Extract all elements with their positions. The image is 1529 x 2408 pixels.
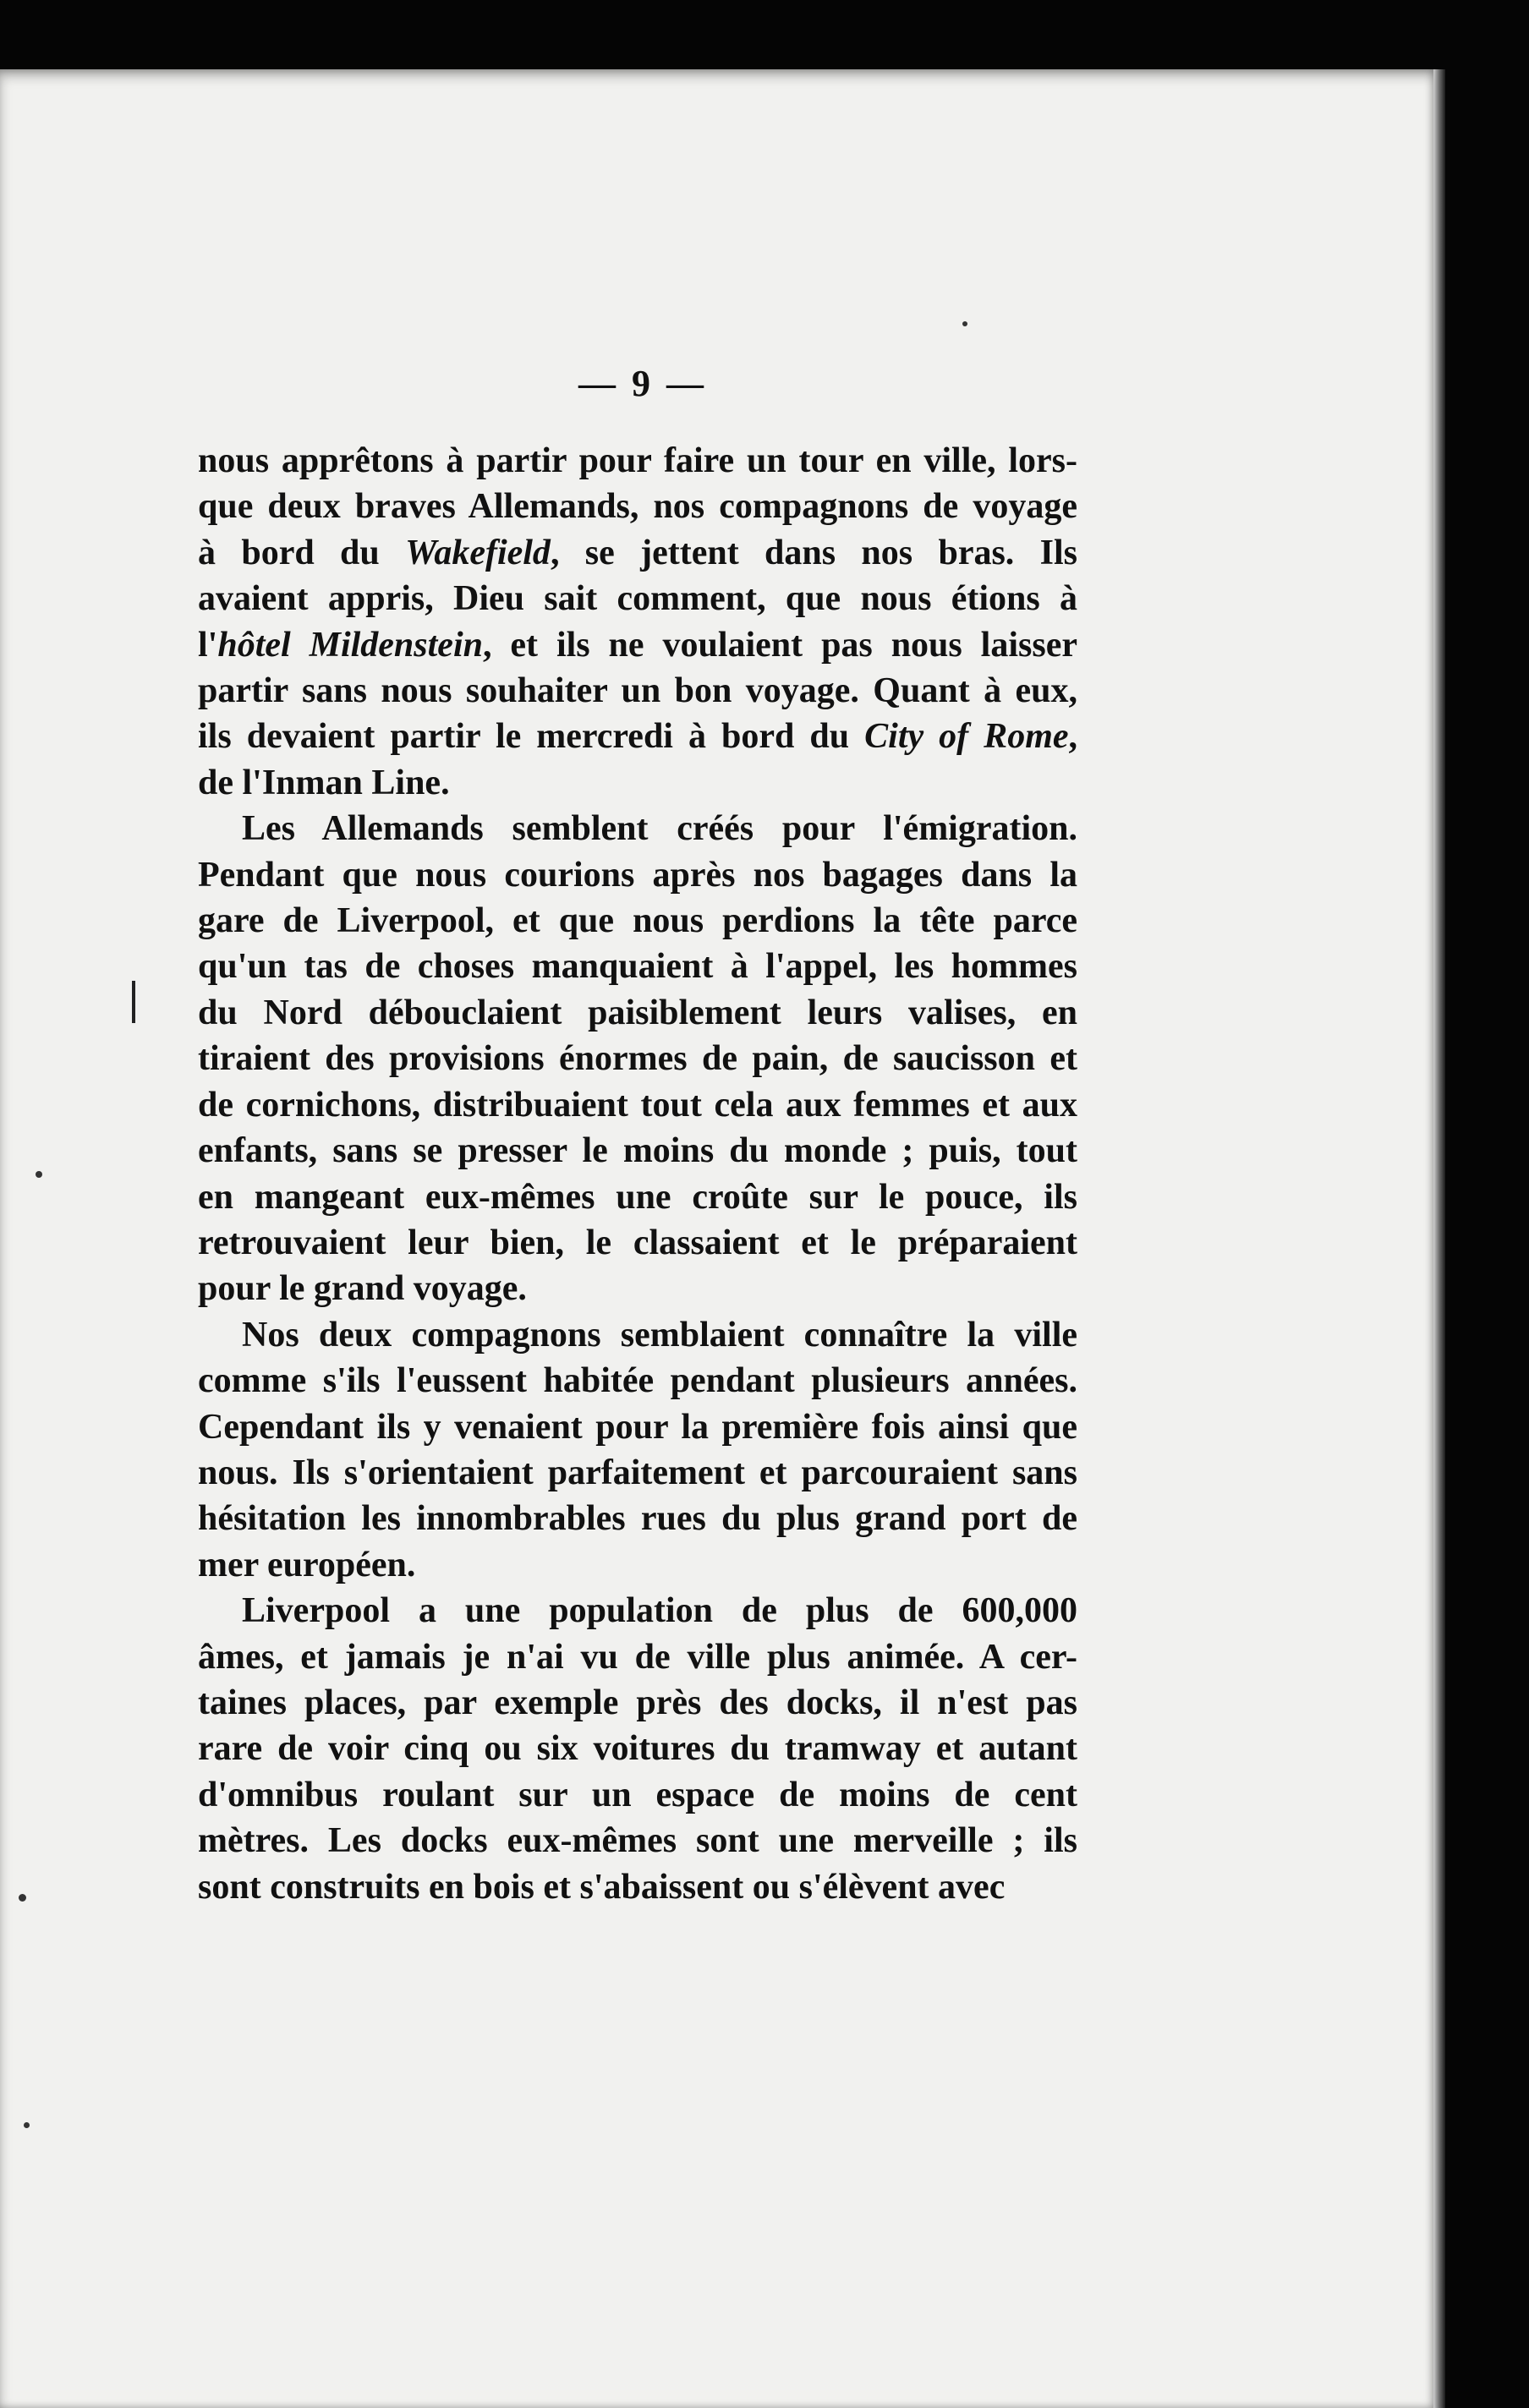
text-line: mètres. Les docks eux-mêmes sont une merveille ; ils xyxy=(198,1821,1077,1861)
text-line: pour le grand voyage. xyxy=(198,1269,527,1309)
paragraph xyxy=(198,438,1077,806)
paragraph xyxy=(198,1588,1077,1910)
text-line: Cependant ils y venaient pour la première fois ainsi que xyxy=(198,1407,1077,1447)
text-line: retrouvaient leur bien, le classaient et le préparaient xyxy=(198,1223,1077,1262)
text-line: de l'Inman Line. xyxy=(198,763,450,802)
text-line: nous apprêtons à partir pour faire un tour en ville, lors- xyxy=(198,441,1077,480)
paragraph xyxy=(198,1312,1077,1588)
text-line: rare de voir cinq ou six voitures du tramway et autant xyxy=(198,1729,1077,1769)
text-line: mer européen. xyxy=(198,1545,416,1584)
body-text xyxy=(198,438,1077,1910)
text-line: taines places, par exemple près des docks, il n'est pas xyxy=(198,1683,1077,1722)
text-line: comme s'ils l'eussent habitée pendant plusieurs années. xyxy=(198,1361,1077,1401)
text-line: d'omnibus roulant sur un espace de moins de cent xyxy=(198,1775,1077,1814)
page-number: — 9 — xyxy=(578,363,707,404)
text-line: gare de Liverpool, et que nous perdions la tête parce xyxy=(198,901,1077,941)
text-line: l'hôtel Mildenstein, et ils ne voulaient pas nous laisser xyxy=(198,625,1077,665)
paragraph xyxy=(198,806,1077,1311)
text-line: partir sans nous souhaiter un bon voyage. Quant à eux, xyxy=(198,671,1077,711)
text-line: Pendant que nous courions après nos bagages dans la xyxy=(198,855,1077,895)
text-line: sont construits en bois et s'abaissent ou s'élèvent avec xyxy=(198,1867,1006,1907)
text-line: en mangeant eux-mêmes une croûte sur le pouce, ils xyxy=(198,1177,1077,1217)
text-line: Nos deux compagnons semblaient connaître la ville xyxy=(242,1315,1077,1354)
text-line: Les Allemands semblent créés pour l'émigration. xyxy=(242,809,1077,849)
scan-speck xyxy=(24,2122,30,2128)
scan-speck xyxy=(36,1171,42,1178)
text-line: qu'un tas de choses manquaient à l'appel, les hommes xyxy=(198,947,1077,987)
text-line: tiraient des provisions énormes de pain, de saucisson et xyxy=(198,1039,1077,1079)
text-line: ils devaient partir le mercredi à bord du City of Rome, xyxy=(198,717,1078,757)
page-edge xyxy=(1433,69,1445,2408)
text-line: avaient appris, Dieu sait comment, que nous étions à xyxy=(198,579,1077,619)
text-line: de cornichons, distribuaient tout cela aux femmes et aux xyxy=(198,1085,1077,1125)
text-line: nous. Ils s'orientaient parfaitement et parcouraient sans xyxy=(198,1453,1077,1492)
text-line: Liverpool a une population de plus de 600,000 xyxy=(242,1591,1077,1631)
margin-mark xyxy=(132,981,135,1023)
text-line: du Nord débouclaient paisiblement leurs valises, en xyxy=(198,993,1077,1032)
scan-speck xyxy=(962,321,967,326)
text-line: à bord du Wakefield, se jettent dans nos bras. Ils xyxy=(198,533,1077,572)
scan-speck xyxy=(19,1894,26,1902)
text-line: enfants, sans se presser le moins du monde ; puis, tout xyxy=(198,1131,1077,1171)
text-line: que deux braves Allemands, nos compagnons de voyage xyxy=(198,487,1077,527)
text-line: hésitation les innombrables rues du plus grand port de xyxy=(198,1499,1077,1539)
text-line: âmes, et jamais je n'ai vu de ville plus animée. A cer- xyxy=(198,1637,1077,1677)
